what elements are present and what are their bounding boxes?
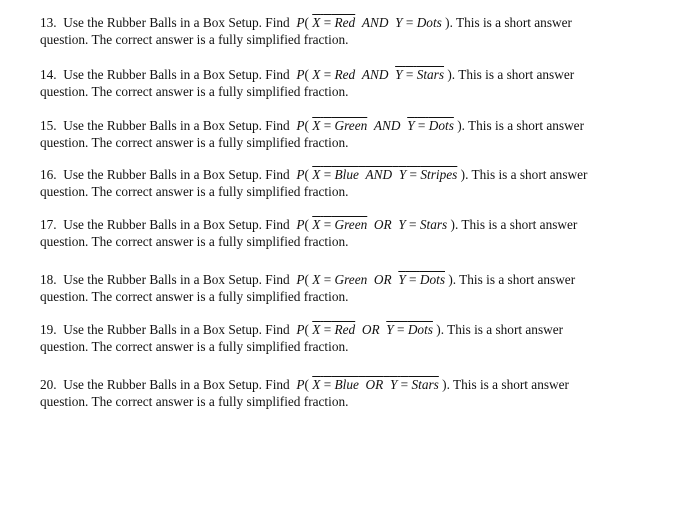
- y-condition-complement: Y = Dots: [407, 118, 454, 133]
- logic-operator: OR: [373, 272, 392, 287]
- x-condition-complement: X = Red: [312, 322, 356, 337]
- prob-symbol: P: [296, 322, 305, 337]
- question-number: 16.: [40, 167, 57, 182]
- question-intro: Use the Rubber Balls in a Box Setup. Find: [63, 67, 290, 82]
- x-condition: X = Red: [312, 67, 356, 82]
- event-complement: X = Blue AND Y = Stripes: [312, 167, 458, 182]
- question-intro: Use the Rubber Balls in a Box Setup. Find: [63, 322, 290, 337]
- question-number: 15.: [40, 118, 57, 133]
- question-intro: Use the Rubber Balls in a Box Setup. Find: [63, 272, 290, 287]
- question-tail: ). This is a short answer: [442, 377, 569, 392]
- prob-symbol: P: [296, 67, 305, 82]
- question-13: [40, 14, 680, 48]
- question-line-2: question. The correct answer is a fully simplified fraction.: [40, 289, 349, 304]
- logic-operator: OR: [365, 377, 384, 392]
- question-line-1: 13. Use the Rubber Balls in a Box Setup. Find P( X = Red AND Y = Dots ). This is a short answer: [40, 15, 572, 30]
- question-number: 19.: [40, 322, 57, 337]
- prob-symbol: P: [296, 272, 305, 287]
- question-tail: ). This is a short answer: [450, 217, 578, 232]
- question-line-2: question. The correct answer is a fully simplified fraction.: [40, 184, 349, 199]
- question-line-1: 15. Use the Rubber Balls in a Box Setup. Find P( X = Green AND Y = Dots ). This is a short answer: [40, 118, 584, 133]
- question-14: [40, 66, 680, 100]
- question-number: 14.: [40, 67, 57, 82]
- x-condition: X = Green: [312, 272, 368, 287]
- question-line-1: 14. Use the Rubber Balls in a Box Setup. Find P( X = Red AND Y = Stars ). This is a short answer: [40, 67, 575, 82]
- prob-symbol: P: [296, 15, 305, 30]
- logic-operator: AND: [373, 118, 401, 133]
- logic-operator: AND: [361, 67, 389, 82]
- question-number: 20.: [40, 377, 57, 392]
- question-line-2: question. The correct answer is a fully simplified fraction.: [40, 84, 349, 99]
- prob-symbol: P: [296, 217, 305, 232]
- prob-symbol: P: [296, 167, 305, 182]
- y-condition: Y = Stars: [398, 217, 448, 232]
- question-tail: ). This is a short answer: [436, 322, 564, 337]
- question-number: 13.: [40, 15, 57, 30]
- x-condition-complement: X = Red: [312, 15, 356, 30]
- y-condition-complement: Y = Stars: [395, 67, 445, 82]
- x-condition-complement: X = Green: [312, 118, 368, 133]
- question-intro: Use the Rubber Balls in a Box Setup. Find: [63, 15, 290, 30]
- question-16: [40, 166, 680, 200]
- question-line-1: 16. Use the Rubber Balls in a Box Setup. Find P( X = Blue AND Y = Stripes ). This is a short answer: [40, 167, 588, 182]
- y-condition: Y = Dots: [395, 15, 442, 30]
- question-line-2: question. The correct answer is a fully simplified fraction.: [40, 234, 349, 249]
- question-number: 17.: [40, 217, 57, 232]
- question-line-2: question. The correct answer is a fully simplified fraction.: [40, 32, 349, 47]
- question-line-1: 17. Use the Rubber Balls in a Box Setup. Find P( X = Green OR Y = Stars ). This is a short answer: [40, 217, 578, 232]
- logic-operator: OR: [373, 217, 392, 232]
- question-tail: ). This is a short answer: [448, 272, 576, 287]
- question-line-1: 18. Use the Rubber Balls in a Box Setup. Find P( X = Green OR Y = Dots ). This is a short answer: [40, 272, 576, 287]
- question-20: [40, 376, 680, 410]
- y-condition-complement: Y = Dots: [398, 272, 445, 287]
- question-line-2: question. The correct answer is a fully simplified fraction.: [40, 135, 349, 150]
- question-intro: Use the Rubber Balls in a Box Setup. Find: [63, 217, 290, 232]
- logic-operator: OR: [361, 322, 380, 337]
- question-line-1: 20. Use the Rubber Balls in a Box Setup. Find P( X = Blue OR Y = Stars ). This is a short answer: [40, 377, 569, 392]
- y-condition-complement: Y = Dots: [386, 322, 433, 337]
- question-number: 18.: [40, 272, 57, 287]
- question-line-1: 19. Use the Rubber Balls in a Box Setup. Find P( X = Red OR Y = Dots ). This is a short answer: [40, 322, 564, 337]
- question-tail: ). This is a short answer: [445, 15, 572, 30]
- question-15: [40, 117, 680, 151]
- question-tail: ). This is a short answer: [457, 118, 584, 133]
- question-tail: ). This is a short answer: [460, 167, 588, 182]
- question-tail: ). This is a short answer: [447, 67, 575, 82]
- question-intro: Use the Rubber Balls in a Box Setup. Find: [63, 167, 290, 182]
- prob-symbol: P: [296, 377, 305, 392]
- question-line-2: question. The correct answer is a fully simplified fraction.: [40, 339, 349, 354]
- logic-operator: AND: [361, 15, 389, 30]
- question-17: [40, 216, 680, 250]
- question-intro: Use the Rubber Balls in a Box Setup. Find: [63, 377, 290, 392]
- prob-symbol: P: [296, 118, 305, 133]
- event-complement: X = Blue OR Y = Stars: [312, 377, 439, 392]
- question-19: [40, 321, 680, 355]
- question-line-2: question. The correct answer is a fully simplified fraction.: [40, 394, 349, 409]
- logic-operator: AND: [365, 167, 393, 182]
- question-intro: Use the Rubber Balls in a Box Setup. Find: [63, 118, 290, 133]
- x-condition-complement: X = Green: [312, 217, 368, 232]
- question-18: [40, 271, 680, 305]
